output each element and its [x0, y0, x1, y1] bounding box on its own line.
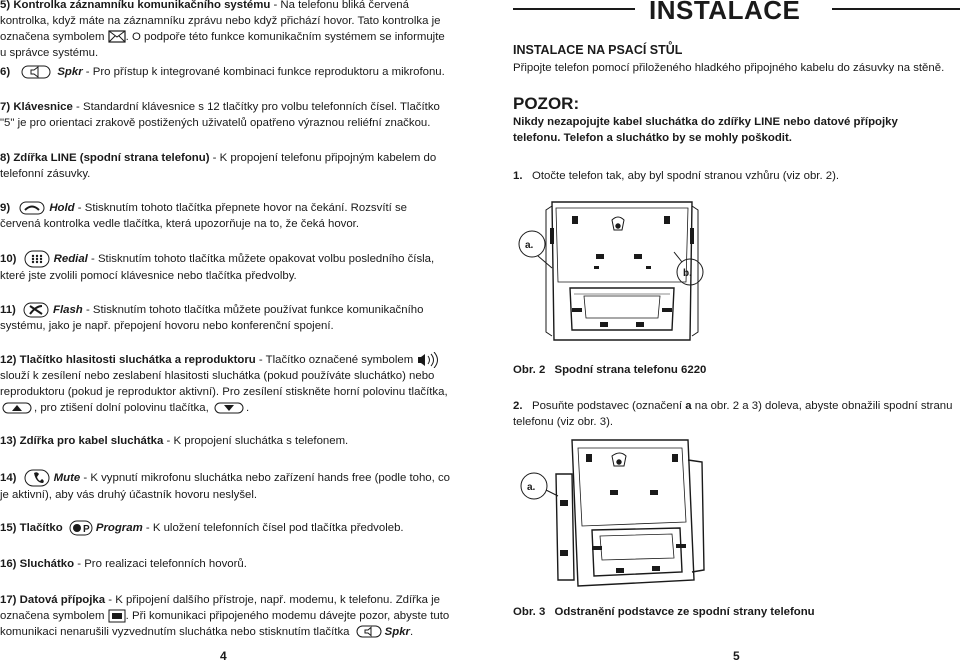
- item-6: [0, 64, 450, 80]
- title-rule-left: [513, 8, 635, 10]
- item-text: - Stisknutím tohoto tlačítka můžete používat funkce komunikačního systému, jako je např. přepojení hovoru nebo konferenční spojení.: [0, 304, 424, 333]
- item-10: [0, 250, 450, 284]
- step-number: 1.: [513, 170, 523, 182]
- page-number-left: 4: [220, 649, 227, 663]
- figure-3-stand-removal: [512, 430, 717, 596]
- item-9: [0, 200, 450, 232]
- item-14: [0, 469, 450, 503]
- step-1: [513, 168, 953, 184]
- item-text-cont: . O podpoře této funkce komunikačním systémem se informujte u správce systému.: [0, 31, 445, 59]
- intro-text: Připojte telefon pomocí přiloženého hladkého připojného kabelu do zásuvky na stěně.: [513, 62, 945, 74]
- fig2-label-b: b.: [683, 268, 692, 279]
- item-text-cont2: , pro ztišení dolní polovinu tlačítka,: [34, 402, 209, 415]
- item-text: - K vypnutí mikrofonu sluchátka nebo zařízení hands free (podle toho, co je aktivní), aby vás druhý účastník hovoru neslyšel.: [0, 472, 450, 501]
- item-16: [0, 556, 450, 572]
- item-number: 10): [0, 253, 17, 266]
- item-title: Sluchátko: [19, 558, 75, 570]
- warning-heading: POZOR:: [513, 94, 580, 113]
- svg-text:P: P: [82, 524, 90, 535]
- step-text-bold: a: [685, 400, 692, 412]
- item-text-end: .: [409, 626, 414, 638]
- item-13: [0, 433, 450, 449]
- figure-2-phone-underside: [512, 196, 712, 348]
- item-text: - K propojení sluchátka s telefonem.: [163, 435, 349, 447]
- item-number: 12): [0, 354, 17, 367]
- item-text: - Pro realizaci telefonních hovorů.: [74, 558, 247, 570]
- section-heading: INSTALACE NA PSACÍ STŮL: [513, 43, 683, 57]
- item-number: 11): [0, 304, 16, 317]
- caption-label: Obr. 3: [513, 606, 546, 618]
- redial-icon: [24, 250, 50, 268]
- title-rule-right: [832, 8, 960, 10]
- item-title: Zdířka LINE (spodní strana telefonu): [13, 152, 210, 164]
- figure-2-caption: [513, 362, 706, 378]
- item-number: 16): [0, 558, 17, 570]
- fig2-label-a: a.: [525, 240, 534, 251]
- item-5: [0, 0, 450, 61]
- item-number: 5): [0, 0, 11, 11]
- item-number: 7): [0, 101, 11, 113]
- key-label: Redial: [53, 253, 88, 266]
- item-number: 17): [0, 594, 17, 606]
- item-title: Zdířka pro kabel sluchátka: [19, 435, 164, 447]
- figure-3-caption: [513, 604, 815, 620]
- program-icon: [69, 520, 93, 536]
- step-text: Otočte telefon tak, aby byl spodní stranou vzhůru (viz obr. 2).: [532, 170, 840, 182]
- item-11: [0, 302, 450, 334]
- item-text: - Standardní klávesnice s 12 tlačítky pro volbu telefonních čísel. Tlačítko "5" je pro orientaci zrakově postižených uživatelů opatřeno výraznou reliéfní značkou.: [0, 101, 440, 129]
- item-text-cont: . Při komunikaci připojeného modemu dávejte pozor, abyste tuto komunikaci nenarušili vyzvednutím sluchátka nebo stisknutím tlačítka: [0, 610, 450, 638]
- item-text: - K propojení telefonu připojným kabelem do telefonní zásuvky.: [0, 152, 437, 180]
- volume-down-icon: [214, 402, 244, 414]
- volume-icon: [416, 352, 440, 368]
- item-text: - Stisknutím tohoto tlačítka můžete opakovat volbu posledního čísla, které jste zvolili pomocí klávesnice nebo tlačítka předvolby.: [0, 253, 435, 282]
- key-label: Program: [95, 522, 143, 535]
- data-port-icon: [108, 609, 126, 623]
- item-title: Kontrolka záznamníku komunikačního systému: [13, 0, 271, 11]
- item-title: Tlačítko: [19, 522, 63, 535]
- item-text-end: .: [245, 402, 250, 415]
- item-17: [0, 592, 450, 640]
- item-text: - Tlačítko označené symbolem: [255, 354, 414, 367]
- page-number-right: 5: [733, 649, 740, 663]
- item-12: [0, 352, 450, 416]
- caption-label: Obr. 2: [513, 364, 546, 376]
- step-number: 2.: [513, 400, 523, 412]
- caption-text: Odstranění podstavce ze spodní strany telefonu: [554, 606, 815, 618]
- item-text: - K připojení dalšího přístroje, např. modemu, k telefonu. Zdířka je označena symbolem: [0, 594, 441, 622]
- envelope-icon: [108, 30, 126, 43]
- item-number: 8): [0, 152, 11, 164]
- step-2: [513, 398, 953, 430]
- flash-icon: [23, 302, 49, 318]
- item-number: 14): [0, 472, 17, 485]
- key-label: Mute: [53, 472, 81, 485]
- item-text-cont: slouží k zesílení nebo zeslabení hlasitosti sluchátka (pokud používáte sluchátko) nebo reproduktoru (pokud je reproduktor aktivní). Pro zesílení stiskněte horní polovinu tlačítka,: [0, 370, 448, 399]
- step-text-cont: na obr. 2 a 3) doleva, abyste obnažili spodní stranu telefonu (viz obr. 3).: [513, 400, 953, 428]
- item-number: 15): [0, 522, 17, 535]
- item-text: - K uložení telefonních čísel pod tlačítka předvoleb.: [142, 522, 404, 535]
- item-15: [0, 520, 450, 536]
- caption-text: Spodní strana telefonu 6220: [554, 364, 707, 376]
- warning-text: Nikdy nezapojujte kabel sluchátka do zdířky LINE nebo datové přípojky telefonu. Telefon a sluchátko by se mohly poškodit.: [513, 116, 898, 144]
- key-label: Hold: [49, 202, 75, 214]
- item-8: [0, 150, 450, 182]
- item-text: - Pro přístup k integrované kombinaci funkce reproduktoru a mikrofonu.: [82, 66, 445, 78]
- key-label: Spkr: [384, 626, 410, 638]
- item-title: Tlačítko hlasitosti sluchátka a reproduktoru: [19, 354, 256, 367]
- item-title: Datová přípojka: [19, 594, 106, 606]
- page-title: INSTALACE: [649, 0, 801, 25]
- fig3-label-a: a.: [527, 482, 536, 493]
- item-text: - Stisknutím tohoto tlačítka přepnete hovor na čekání. Rozsvítí se červená kontrolka vedle tlačítka, která upozorňuje na to, že čeká hovor.: [0, 202, 408, 230]
- item-text: - Na telefonu bliká červená kontrolka, když máte na záznamníku zprávu nebo když přichází hovor. Tato kontrolka je označena symbolem: [0, 0, 441, 43]
- step-text: Posuňte podstavec (označení: [532, 400, 686, 412]
- item-title: Klávesnice: [13, 101, 73, 113]
- item-number: 9): [0, 202, 11, 214]
- speaker-icon: [21, 65, 51, 79]
- key-label: Spkr: [57, 66, 83, 78]
- speaker-icon: [356, 625, 382, 638]
- mute-icon: [24, 469, 50, 487]
- item-number: 13): [0, 435, 17, 447]
- volume-up-icon: [2, 402, 32, 414]
- item-7: [0, 99, 450, 131]
- key-label: Flash: [53, 304, 83, 317]
- hold-icon: [19, 201, 45, 215]
- item-number: 6): [0, 66, 11, 78]
